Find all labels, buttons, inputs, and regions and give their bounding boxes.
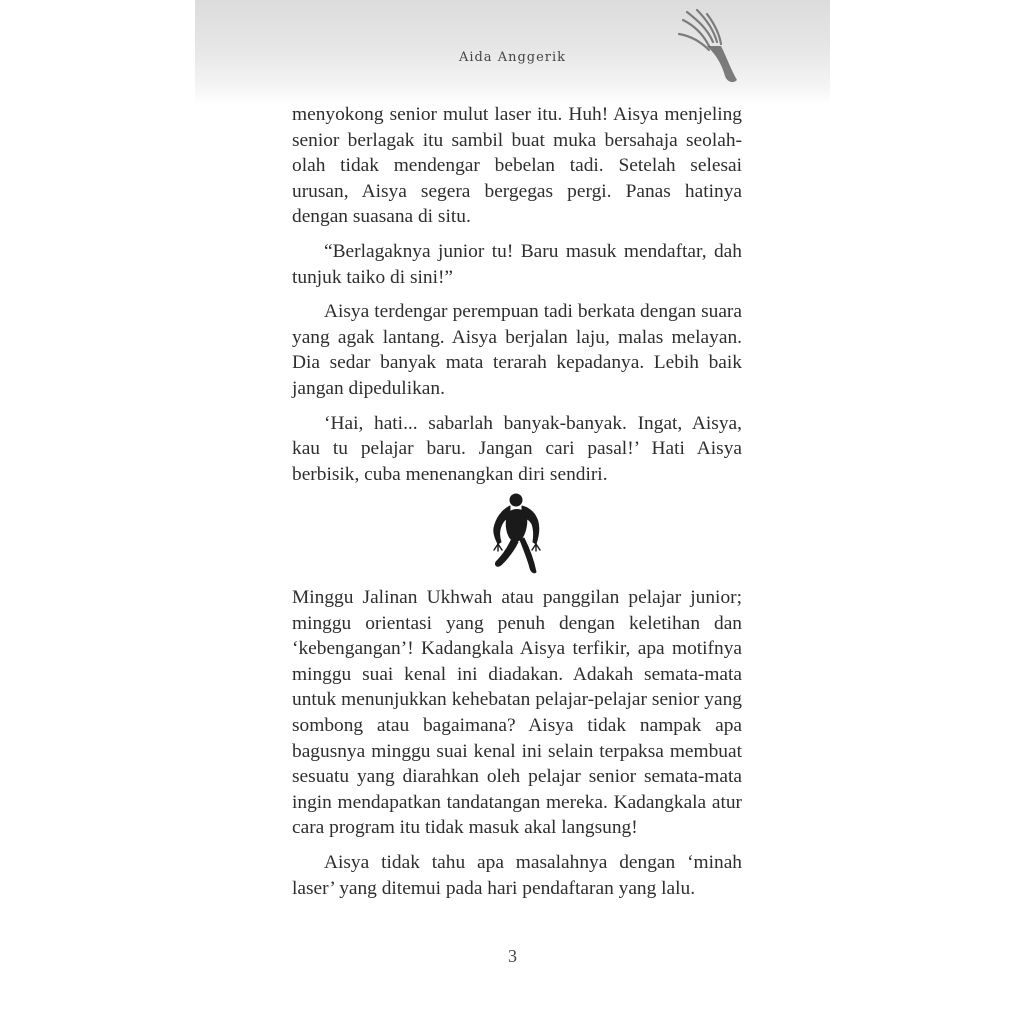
hand-silhouette-icon [673, 6, 743, 86]
running-head: Aida Anggerik [458, 50, 567, 65]
creature-figure-icon [488, 490, 548, 578]
book-page [195, 0, 830, 1024]
header-band [195, 0, 830, 105]
page-number: 3 [508, 946, 517, 966]
body-text-top [292, 102, 742, 487]
paragraph: ‘Hai, hati... sabarlah banyak-banyak. Ingat, Aisya, kau tu pelajar baru. Jangan cari pasal!’ Hati Aisya berbisik, cuba menenangkan diri sendiri. [292, 412, 742, 485]
paragraph: Aisya terdengar perempuan tadi berkata dengan suara yang agak lantang. Aisya berjalan laju, malas melayan. Dia sedar banyak mata terarah kepadanya. Lebih baik jangan dipedulikan. [292, 301, 742, 399]
body-text-bottom [292, 585, 742, 901]
paragraph: menyokong senior mulut laser itu. Huh! Aisya menjeling senior berlagak itu sambil buat muka bersahaja seolah-olah tidak mendengar bebelan tadi. Setelah selesai urusan, Aisya segera bergegas pergi. Panas hatinya dengan suasana di situ. [292, 104, 742, 228]
paragraph: “Berlagaknya junior tu! Baru masuk mendaftar, dah tunjuk taiko di sini!” [292, 240, 742, 288]
paragraph: Aisya tidak tahu apa masalahnya dengan ‘minah laser’ yang ditemui pada hari pendaftaran yang lalu. [292, 851, 742, 899]
paragraph: Minggu Jalinan Ukhwah atau panggilan pelajar junior; minggu orientasi yang penuh dengan keletihan dan ‘kebengangan’! Kadangkala Aisya terfikir, apa motifnya minggu suai kenal ini diadakan. Adakah semata-mata untuk menunjukkan kehebatan pelajar-pelajar senior yang sombong atau bagaimana? Aisya tidak nampak apa bagusnya minggu suai kenal ini selain terpaksa membuat sesuatu yang diarahkan oleh pelajar senior semata-mata ingin mendapatkan tandatangan mereka. Kadangkala atur cara program itu tidak masuk akal langsung! [292, 587, 742, 839]
